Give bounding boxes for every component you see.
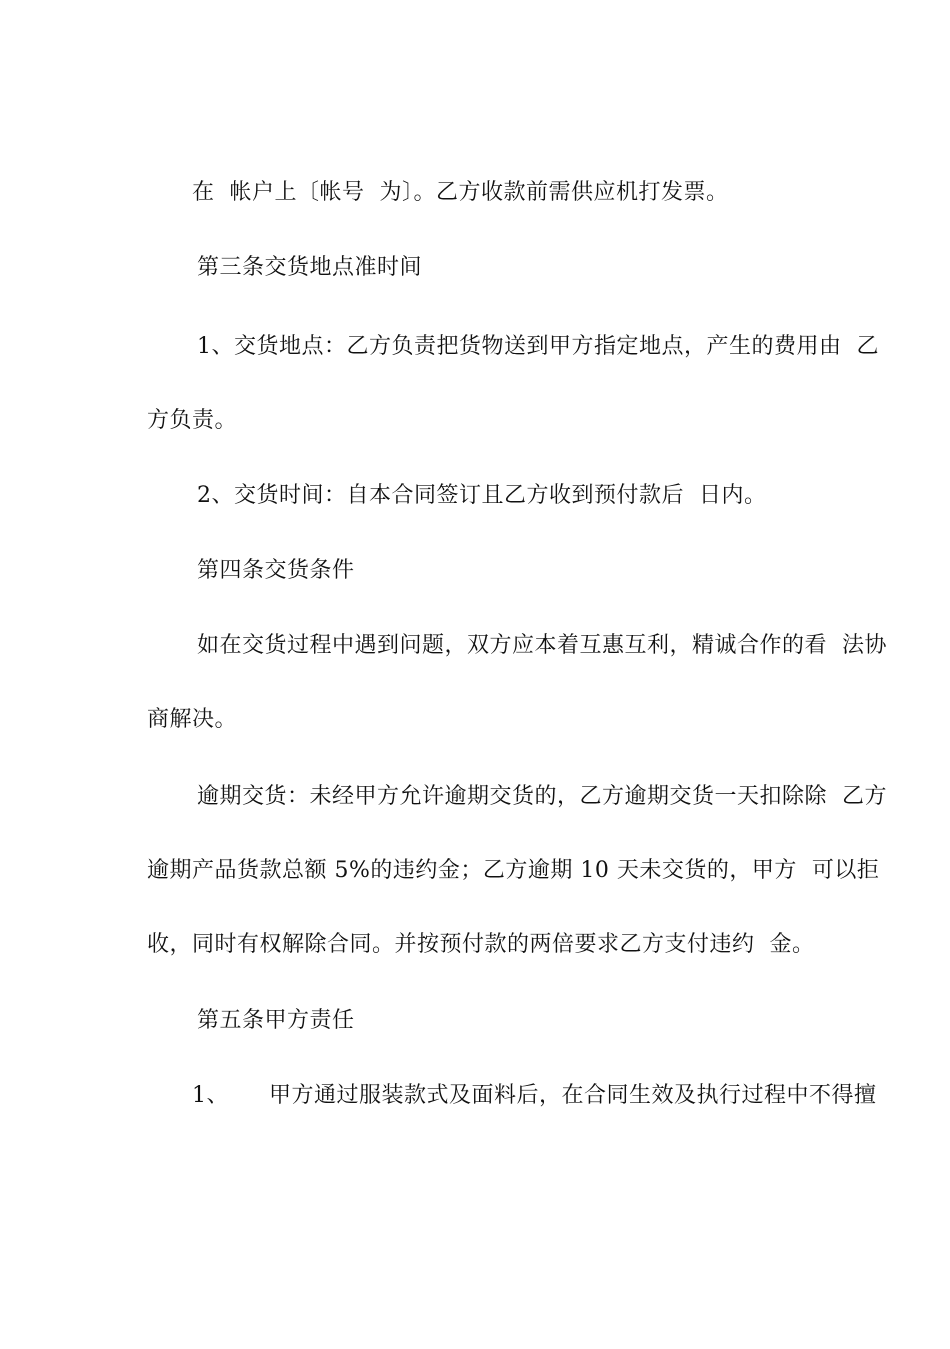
paragraph-delivery-issues: 如在交货过程中遇到问题，双方应本着互惠互利，精诚合作的看 法协	[197, 633, 887, 658]
paragraph-delivery-time: 2、交货时间：自本合同签订且乙方收到预付款后 日内。	[197, 483, 767, 508]
paragraph-late-delivery-cont-2: 收，同时有权解除合同。并按预付款的两倍要求乙方支付违约 金。	[147, 932, 815, 957]
list-item-number: 1、	[192, 1083, 229, 1108]
paragraph-delivery-location-cont: 方负责。	[147, 408, 238, 433]
paragraph-delivery-issues-cont: 商解决。	[147, 707, 238, 732]
paragraph-late-delivery-cont-1: 逾期产品货款总额 5%的违约金；乙方逾期 10 天未交货的，甲方 可以拒	[147, 858, 880, 883]
list-item-text: 甲方通过服装款式及面料后，在合同生效及执行过程中不得擅	[269, 1083, 877, 1108]
heading-article-four: 第四条交货条件	[197, 558, 355, 583]
paragraph-party-a-duty	[0, 1081, 950, 1111]
paragraph-account-info: 在 帐户上〔帐号 为〕。乙方收款前需供应机打发票。	[192, 180, 729, 205]
paragraph-late-delivery: 逾期交货：未经甲方允许逾期交货的，乙方逾期交货一天扣除除 乙方	[197, 784, 887, 809]
heading-article-five: 第五条甲方责任	[197, 1008, 355, 1033]
paragraph-delivery-location: 1、交货地点：乙方负责把货物送到甲方指定地点，产生的费用由 乙	[197, 334, 879, 359]
heading-article-three: 第三条交货地点准时间	[197, 255, 423, 280]
